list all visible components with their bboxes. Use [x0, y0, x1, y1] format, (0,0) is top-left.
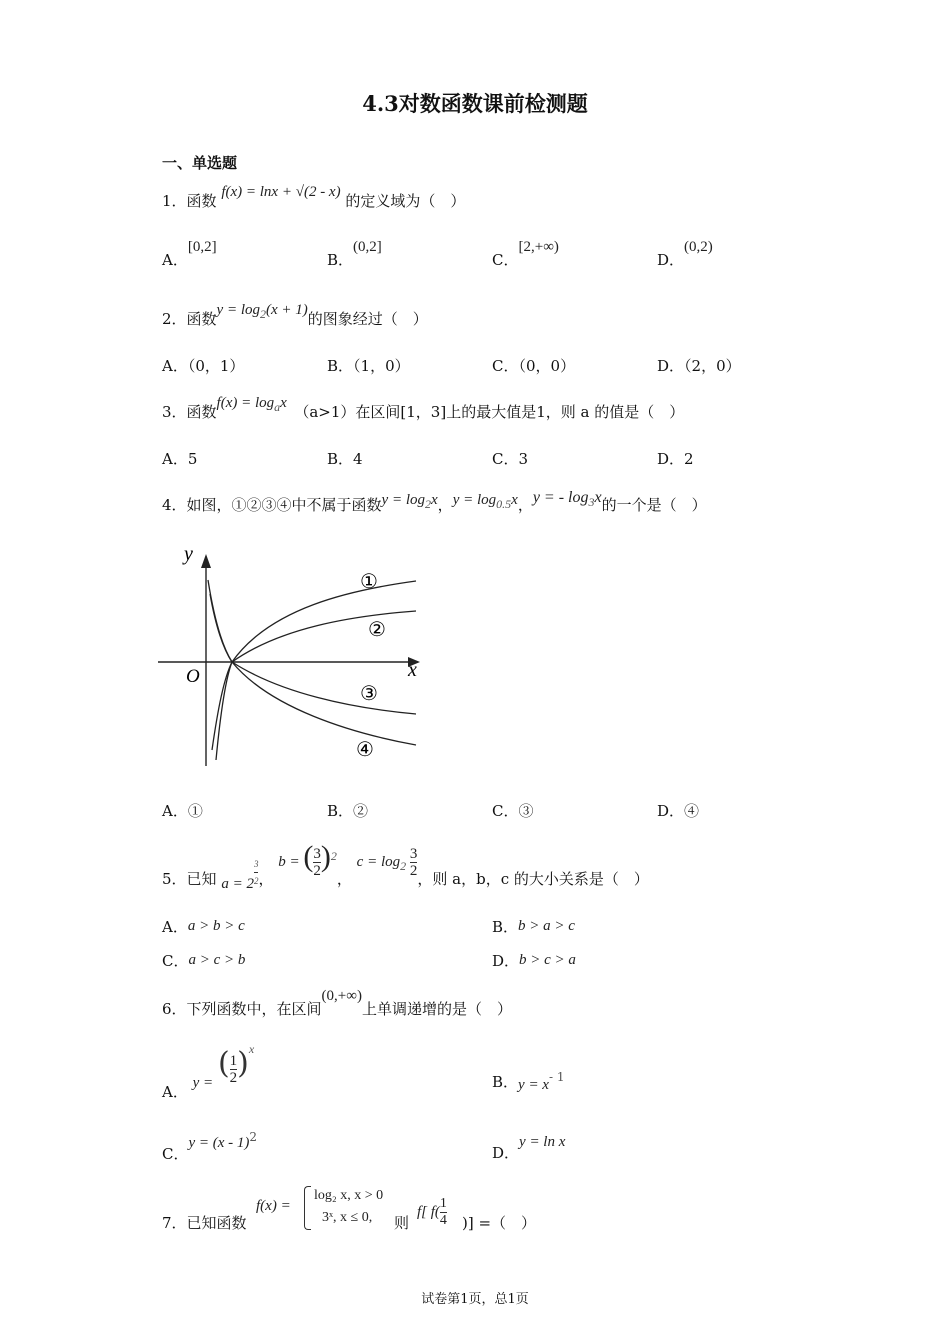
q5-option-c[interactable]: C．a > c > b	[162, 952, 246, 970]
q6-option-b[interactable]: B．$y = x^{- 1}$	[492, 1070, 565, 1093]
q5-option-d[interactable]: D．b > c > a	[492, 952, 576, 970]
curve-label-4: ④	[356, 739, 374, 761]
q2-option-b[interactable]: B．（1，0）	[327, 357, 410, 375]
q5-option-b[interactable]: B．b > a > c	[492, 918, 575, 936]
y-axis-label: y	[184, 543, 193, 565]
q6-option-a[interactable]: A． y = ( $\frac{1}{2}$ )$^x$	[162, 1042, 255, 1101]
question-5: 5．已知 a = 2 $\frac{3}{2}$ ， b = ( $\frac{3}{2}$ )$^2$， $c = \log_2$ $\frac{3}{2}$ ，则 a，b，c 的大小关系是（ ）	[162, 840, 649, 892]
question-6: 6．下列函数中，在区间(0,+∞)上单调递增的是（ ）	[162, 988, 512, 1018]
question-7: 7．已知函数	[162, 1214, 247, 1232]
q1-option-c[interactable]: C．[2,+∞)	[492, 239, 559, 269]
q6-option-d[interactable]: D．y = ln x	[492, 1134, 566, 1162]
q4-option-b[interactable]: B．②	[327, 802, 369, 820]
x-axis-label: x	[408, 659, 417, 681]
question-1-suffix: 的定义域为（ ）	[345, 192, 466, 210]
question-1-formula: f(x) = lnx + √(2 - x)	[221, 184, 341, 200]
curve-label-3: ③	[360, 683, 378, 705]
curve-label-1: ①	[360, 571, 378, 593]
q7-then: 则	[394, 1214, 410, 1232]
q4-option-c[interactable]: C．③	[492, 802, 534, 820]
q4-option-d[interactable]: D．④	[657, 802, 700, 820]
page-footer: 试卷第1页，总1页	[421, 1292, 529, 1307]
question-4: 4．如图，①②③④中不属于函数$y = \log_2x$，$y = \log_{0.5}x$，y = - $\log_3x$的一个是（ ）	[162, 489, 707, 514]
section-heading: 一、单选题	[162, 154, 238, 172]
q3-option-d[interactable]: D．2	[657, 450, 694, 468]
y-axis-arrow	[201, 554, 211, 568]
question-2-formula: $y = \log_2(x + 1)$	[216, 302, 308, 321]
question-3-formula: $f(x) = \log_ax$	[216, 395, 287, 414]
q3-option-b[interactable]: B．4	[327, 450, 363, 468]
q7-ask: f[ f( $\frac{1}{4}$	[417, 1196, 447, 1228]
q6-option-c[interactable]: C．y = (x - 1)$^2$	[162, 1130, 258, 1163]
q7-case-2: 3ˣ, x ≤ 0,	[322, 1210, 373, 1225]
question-3: 3．函数$f(x) = \log_ax$ （a>1）在区间[1，3]上的最大值是1，则 a 的值是（ ）	[162, 395, 685, 421]
q4-option-a[interactable]: A．①	[162, 802, 203, 820]
question-1-prefix: 1．函数	[162, 192, 217, 210]
log-graph	[150, 538, 440, 773]
q7-brace	[304, 1186, 311, 1230]
q2-option-d[interactable]: D．（2，0）	[657, 357, 741, 375]
curve-label-2: ②	[368, 619, 386, 641]
question-2-suffix: 的图象经过（ ）	[307, 310, 428, 328]
question-1	[162, 184, 466, 211]
q3-option-a[interactable]: A．5	[162, 450, 198, 468]
q5-option-a[interactable]: A．a > b > c	[162, 918, 245, 936]
q7-case-1: log₂ x, x > 0	[314, 1188, 384, 1203]
question-2-prefix: 2．函数	[162, 310, 217, 328]
curve-3	[210, 594, 416, 714]
q7-function-label: f(x) =	[256, 1198, 291, 1214]
q2-option-a[interactable]: A．（0，1）	[162, 357, 245, 375]
q2-option-c[interactable]: C．（0，0）	[492, 357, 576, 375]
q1-option-a[interactable]: A．[0,2]	[162, 239, 217, 269]
origin-label: O	[186, 666, 200, 687]
page-title: 4.3对数函数课前检测题	[362, 91, 588, 116]
question-2	[162, 302, 428, 332]
q7-ask-suffix: )] =（ ）	[462, 1214, 537, 1232]
q1-option-d[interactable]: D．(0,2)	[657, 239, 713, 269]
q1-option-b[interactable]: B．(0,2]	[327, 239, 382, 269]
q3-option-c[interactable]: C．3	[492, 450, 529, 468]
